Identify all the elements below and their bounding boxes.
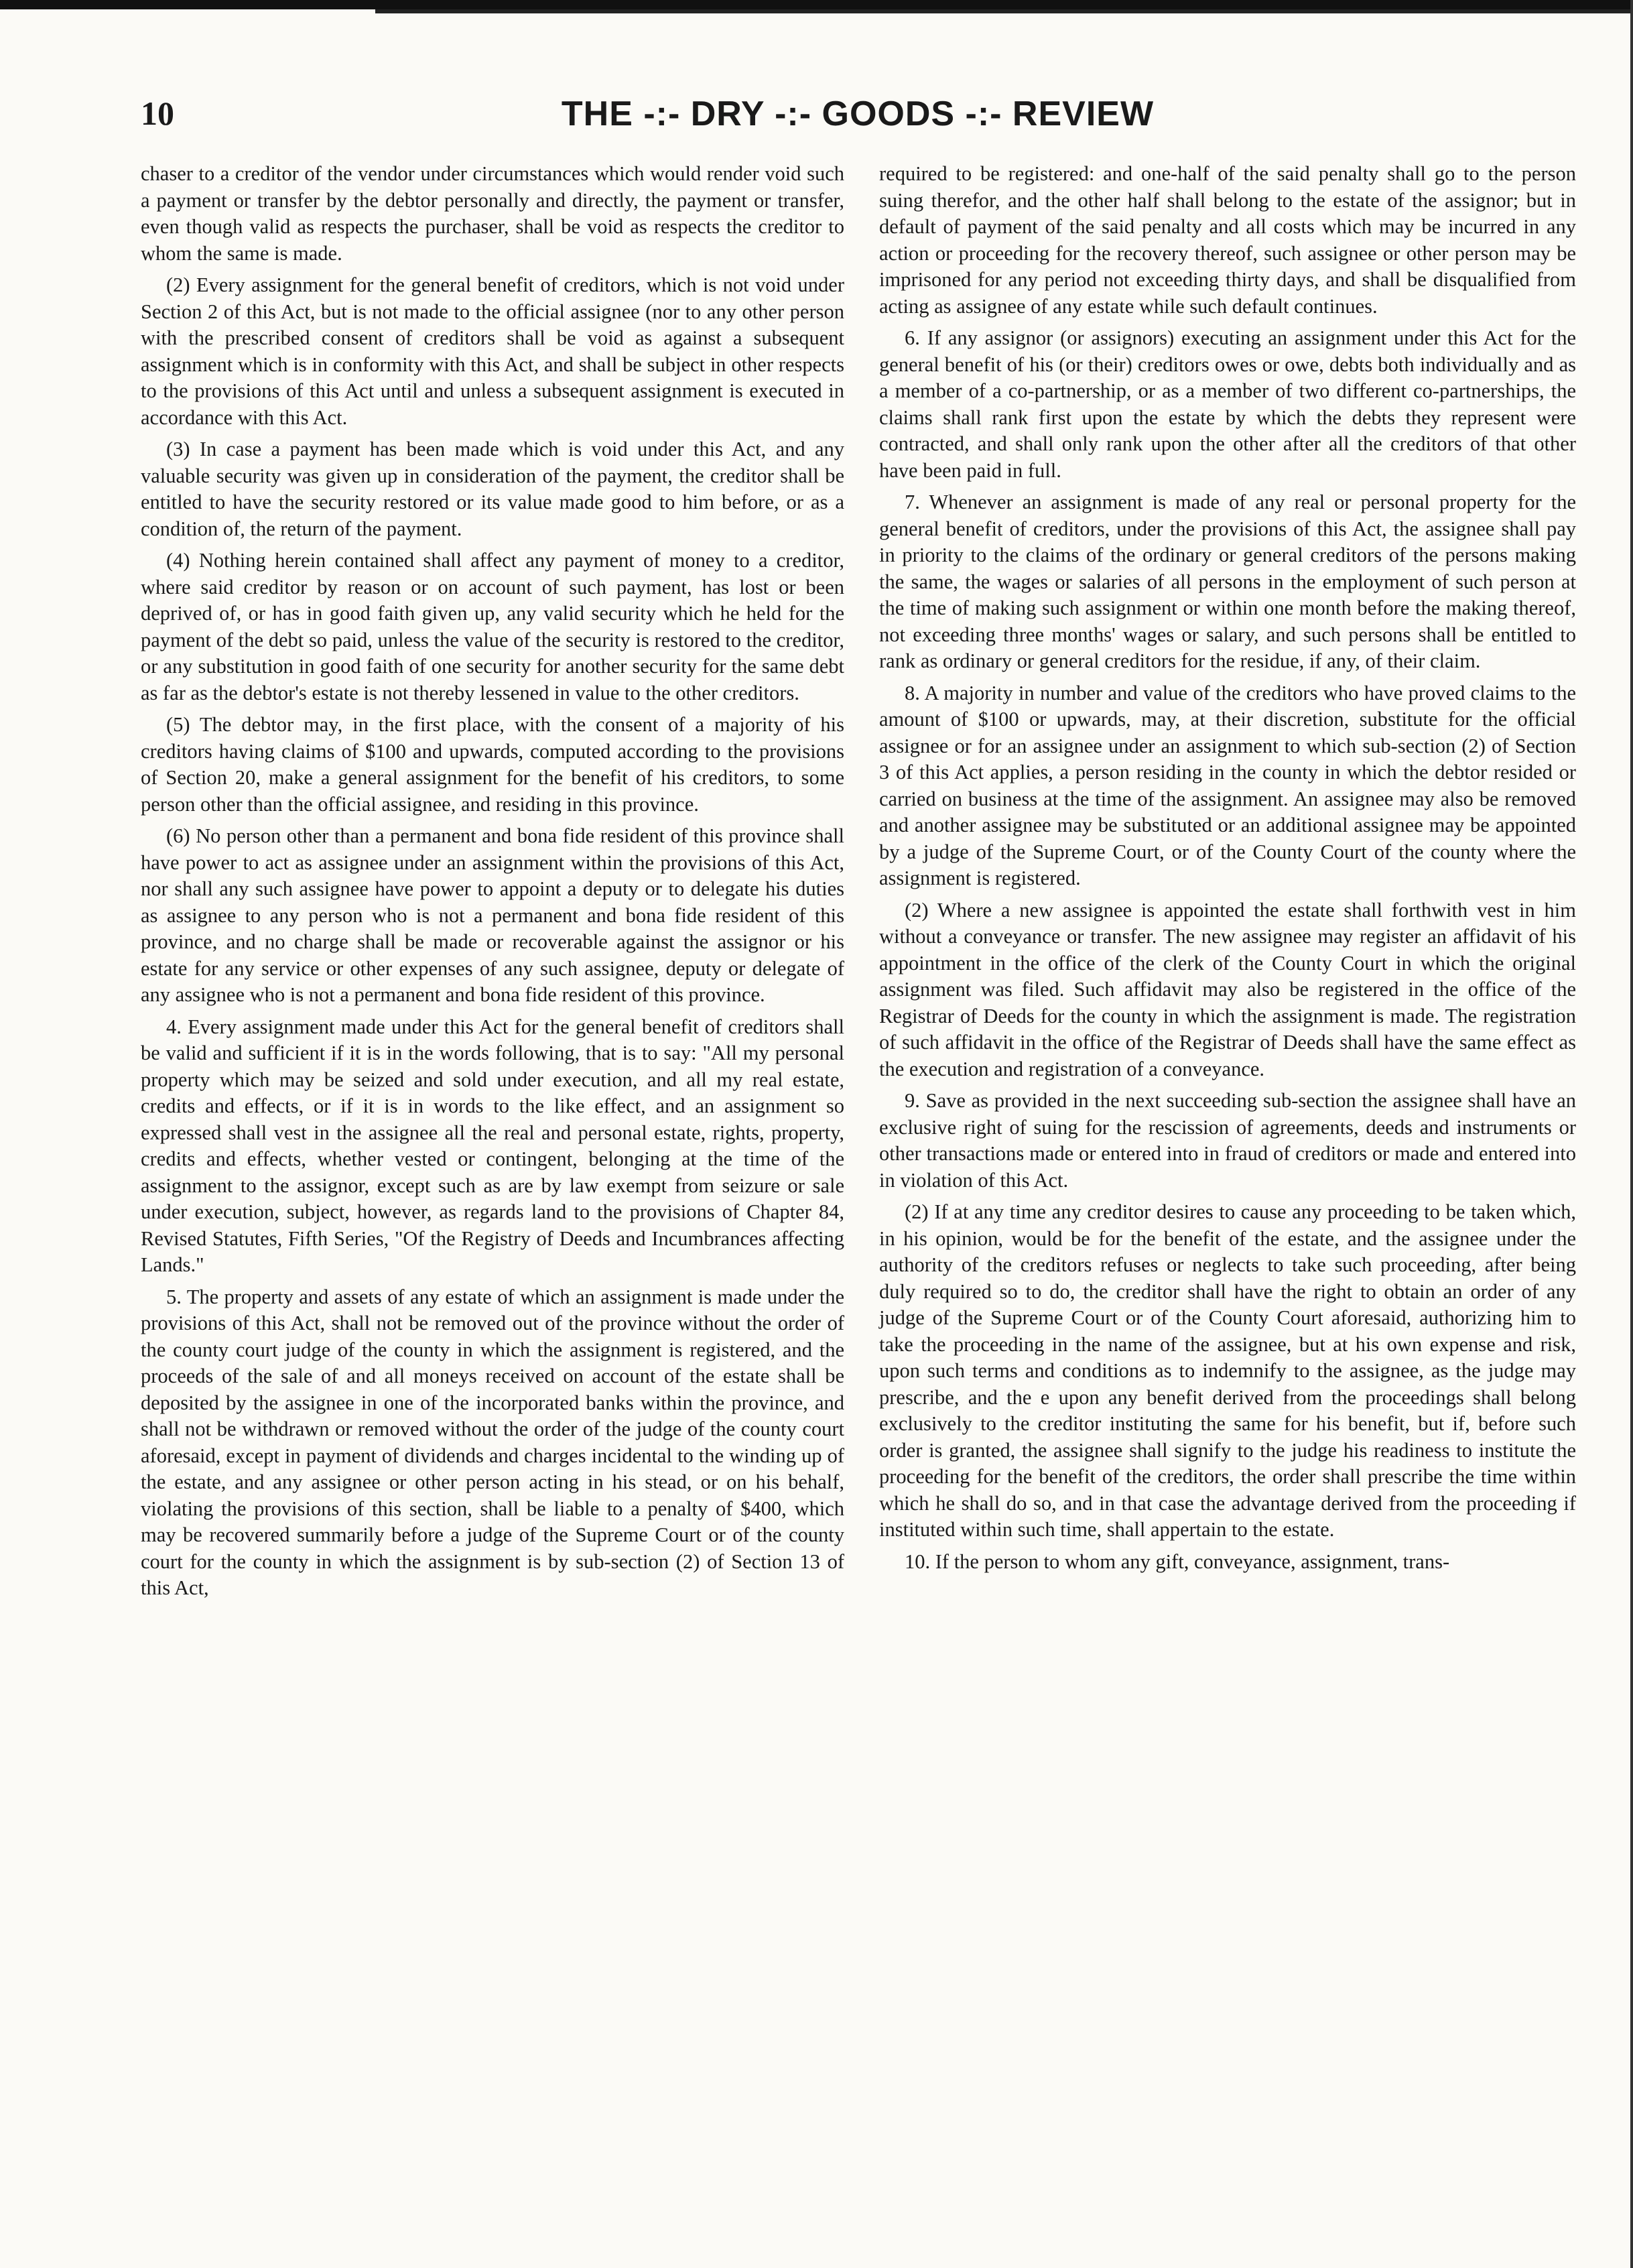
left-column [141,161,844,1607]
journal-title: THE -:- DRY -:- GOODS -:- REVIEW [561,94,1155,133]
paragraph: 6. If any assignor (or assignors) executing an assignment under this Act for the general benefit of his (or their) creditors owes or owe, debts both individually and as a member of a co-partnership, or as a member of two different co-partnerships, the claims shall rank first upon the estate by which the debts they represent were contracted, and shall only rank upon the other after all the creditors of that other have been paid in full. [879,326,1576,482]
paragraph: (2) Where a new assignee is appointed the estate shall forthwith vest in him without a conveyance or transfer. The new assignee may register an affidavit of his appointment in the office of the clerk of the County Court in which the original assignment was filed. Such affidavit may also be registered in the office of the Registrar of Deeds for the county in which the assignment is made. The registration of such affidavit in the office of the Registrar of Deeds shall have the same effect as the execution and registration of a conveyance. [879,898,1576,1080]
page-edge [1630,0,1633,2268]
paragraph: chaser to a creditor of the vendor under circumstances which would render void such a payment or transfer by the debtor personally and directly, the payment or transfer, even though valid as respects the purchaser, shall be void as respects the creditor to whom the same is made. [141,162,844,265]
paragraph: (6) No person other than a permanent and bona fide resident of this province shall have power to act as assignee under an assignment within the provisions of this Act, nor shall any such assignee have power to appoint a deputy or to delegate his duties as assignee to any person who is not a permanent and bona fide resident of this province, and no charge shall be made or recoverable against the assignor or his estate for any service or other expenses of any such assignee, deputy or delegate of any assignee who is not a permanent and bona fide resident of this province. [141,824,844,1006]
top-rule [0,0,1633,9]
paragraph: 7. Whenever an assignment is made of any real or personal property for the general benefit of creditors, under the provisions of this Act, the assignee shall pay in priority to the claims of the ordinary or general creditors of the persons making the same, the wages or salaries of all persons in the employment of such person at the time of making such assignment or within one month before the making thereof, not exceeding three months' wages or salary, and such persons shall be entitled to rank as ordinary or general creditors for the residue, if any, of their claim. [879,491,1576,672]
page-header [141,94,1575,141]
paragraph: (2) If at any time any creditor desires to cause any proceeding to be taken which, in his opinion, would be for the benefit of the estate, and the assignee under the authority of the creditors refuses or neglects to take such proceeding, after being duly required so to do, the creditor shall have the right to obtain an order of any judge of the Supreme Court or of the County Court aforesaid, authorizing him to take the proceeding in the name of the assignee, but at his own expense and risk, upon such terms and conditions as to indemnify to the assignee, as the judge may prescribe, and the e upon any benefit derived from the proceedings shall belong exclusively to the creditor instituting the same for his benefit, but if, before such order is granted, the assignee shall signify to the judge his readiness to institute the proceeding for the benefit of the creditors, the order shall prescribe the time within which he shall do so, and in that case the advantage derived from the proceeding if instituted within such time, shall appertain to the estate. [879,1200,1576,1541]
paragraph: 4. Every assignment made under this Act for the general benefit of creditors shall be valid and sufficient if it is in the words following, that is to say: "All my personal property which may be seized and sold under execution, and all my real estate, credits and effects, or if it is in words to the like effect, and an assignment so expressed shall vest in the assignee all the real and personal estate, rights, property, credits and effects, whether vested or contingent, belonging at the time of the assignment to the assignor, except such as are by law exempt from seizure or sale under execution, subject, however, as regards land to the provisions of Chapter 84, Revised Statutes, Fifth Series, "Of the Registry of Deeds and Incumbrances affecting Lands." [141,1015,844,1276]
paragraph: (3) In case a payment has been made which is void under this Act, and any valuable security was given up in consideration of the payment, the creditor shall be entitled to have the security restored or its value made good to him before, or as a condition of, the return of the payment. [141,438,844,540]
paragraph: 9. Save as provided in the next succeeding sub-section the assignee shall have an exclusive right of suing for the rescission of agreements, deeds and instruments or other transactions made or entered into in fraud of creditors or made and entered into in violation of this Act. [879,1089,1576,1192]
top-rule-thin [375,9,1633,13]
paragraph: (4) Nothing herein contained shall affect any payment of money to a creditor, where said creditor by reason or on account of such payment, has lost or been deprived of, or has in good faith given up, any valid security which he held for the payment of the debt so paid, unless the value of the security is restored to the creditor, or any substitution in good faith of one security for another security for the same debt as far as the debtor's estate is not thereby lessened in value to the other creditors. [141,549,844,704]
paragraph: 10. If the person to whom any gift, conveyance, assignment, trans- [905,1550,1450,1573]
paragraph: 8. A majority in number and value of the creditors who have proved claims to the amount of $100 or upwards, may, at their discretion, substitute for the official assignee or for an assignee under an assignment to which sub-section (2) of Section 3 of this Act applies, a person residing in the county in which the debtor resided or carried on business at the time of the assignment. An assignee may also be removed and another assignee may be substituted or an additional assignee may be appointed by a judge of the Supreme Court, or of the County Court of the county where the assignment is registered. [879,681,1576,889]
paragraph: (5) The debtor may, in the first place, with the consent of a majority of his creditors having claims of $100 and upwards, computed according to the provisions of Section 20, make a general assignment for the benefit of his creditors, to some person other than the official assignee, and residing in this province. [141,713,844,816]
page-number: 10 [141,94,174,132]
paragraph: 5. The property and assets of any estate of which an assignment is made under the provisions of this Act, shall not be removed out of the province without the order of the county court judge of the county in which the assignment is registered, and the proceeds of the sale of and all moneys received on account of the estate shall be deposited by the assignee in one of the incorporated banks within the province, and shall not be withdrawn or removed without the order of the judge of the county court aforesaid, except in payment of dividends and charges incidental to the winding up of the estate, and any assignee or other person acting in his stead, or on his behalf, violating the provisions of this section, shall be liable to a penalty of $400, which may be recovered summarily before a judge of the Supreme Court or of the county court for the county in which the assignment is by sub-section (2) of Section 13 of this Act, [141,1285,844,1599]
right-column [879,161,1576,1580]
paragraph: required to be registered: and one-half of the said penalty shall go to the person suing therefor, and the other half shall belong to the estate of the assignor; but in default of payment of the said penalty and all costs which may be incurred in any action or proceeding for the recovery thereof, such assignee or other person may be imprisoned for any period not exceeding thirty days, and shall be disqualified from acting as assignee of any estate while such default continues. [879,162,1576,318]
paragraph: (2) Every assignment for the general benefit of creditors, which is not void under Section 2 of this Act, but is not made to the official assignee (nor to any other person with the prescribed consent of creditors shall be void as against a subsequent assignment which is in conformity with this Act, and shall be subject in other respects to the provisions of this Act until and unless a subsequent assignment is executed in accordance with this Act. [141,273,844,429]
